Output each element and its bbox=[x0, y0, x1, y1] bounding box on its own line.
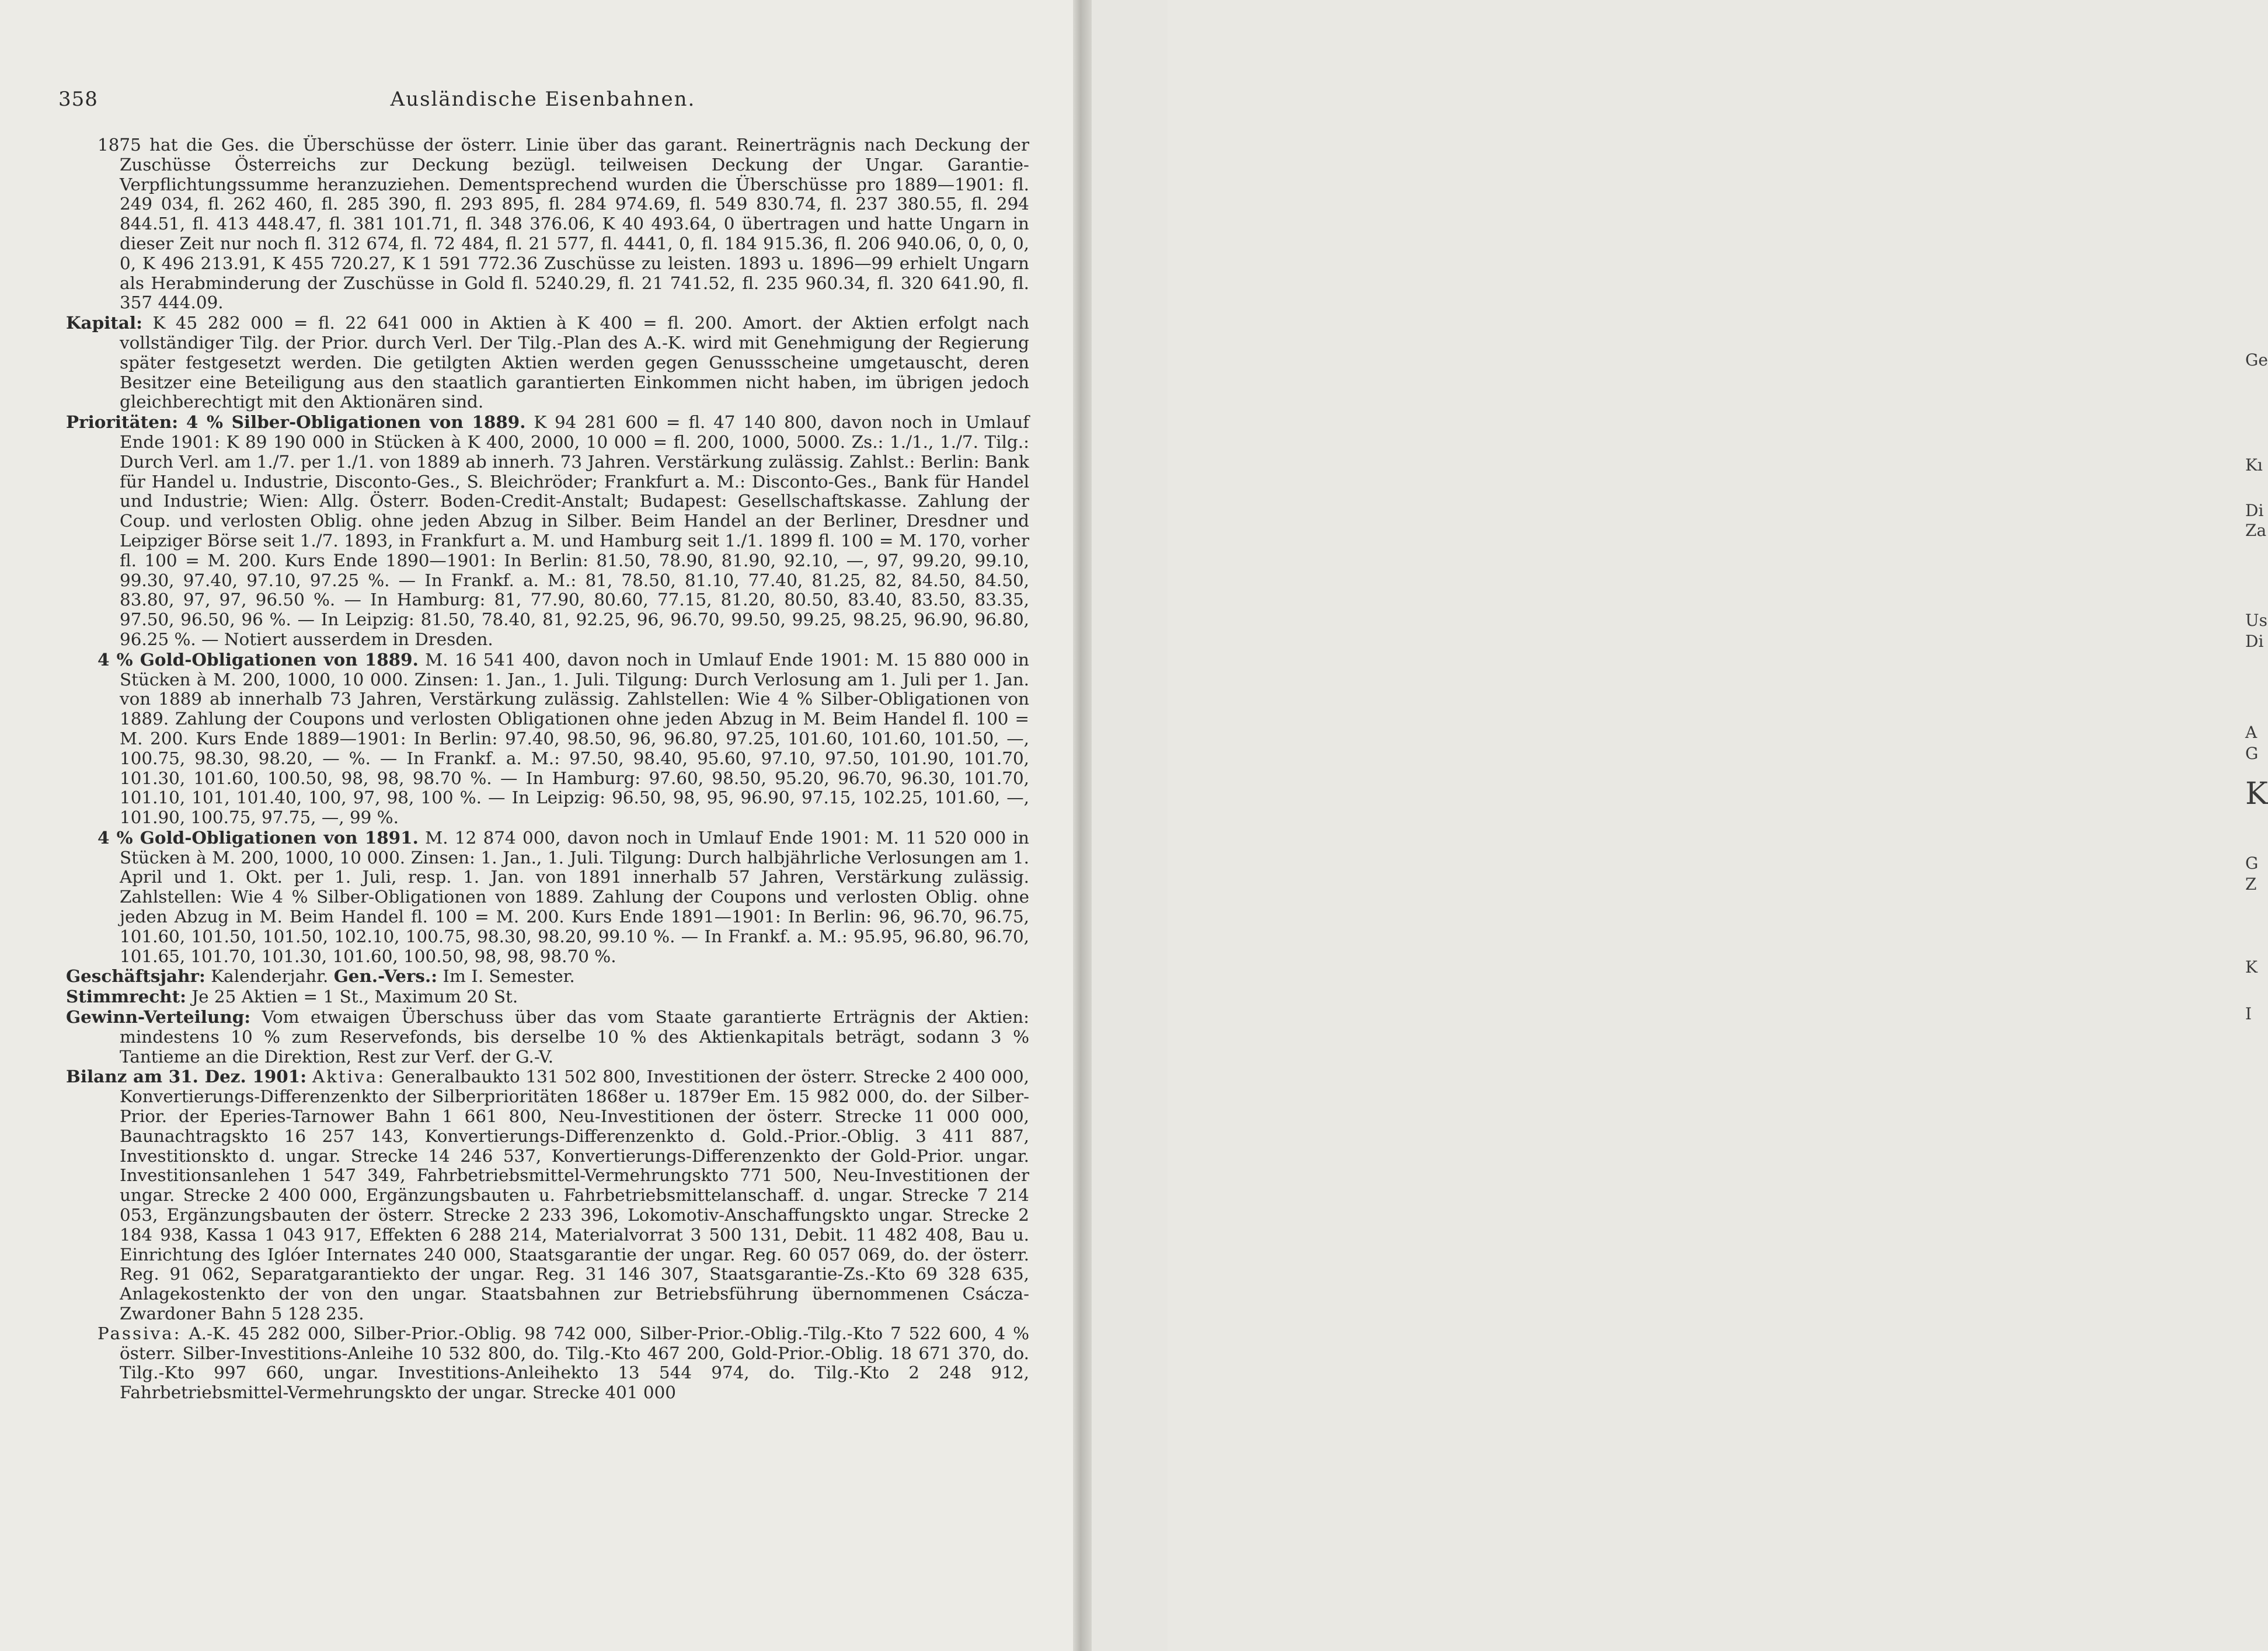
section-bilanz bbox=[66, 1067, 1029, 1323]
gold-1889-text: M. 16 541 400, davon noch in Umlauf Ende 1901: M. 15 880 000 in Stücken à M. 200, 1000, 10 000. Zinsen: 1. Jan., 1. Juli. Tilgung: Durch Verlosung am 1. Juli per 1. Jan. von 1889 ab innerhalb 73 Jahren, Verstärkung zulässig. Zahlstellen: Wie 4 % Silber-Obligationen von 1889. Zahlung der Coupons und verlosten Obligationen ohne jeden Abzug in M. Beim Handel fl. 100 = M. 200. Kurs Ende 1889—1901: In Berlin: 97.40, 98.50, 96, 96.80, 97.25, 101.60, 101.60, 101.50, —, 100.75, 98.30, 98.20, — %. — In Frankf. a. M.: 97.50, 98.40, 95.60, 97.10, 97.50, 101.90, 101.70, 101.30, 101.60, 100.50, 98, 98, 98.70 %. — In Hamburg: 97.60, 98.50, 95.20, 96.70, 96.30, 101.70, 101.10, 101, 101.40, 100, 97, 98, 100 %. — In Leipzig: 96.50, 98, 95, 96.90, 97.15, 102.25, 101.60, —, 101.90, 100.75, 97.75, —, 99 %. bbox=[120, 649, 1029, 828]
book-gutter bbox=[1073, 0, 1092, 1651]
page-number: 358 bbox=[58, 88, 98, 111]
edge-fragment: I bbox=[2245, 1004, 2252, 1023]
facing-page-edge bbox=[1092, 0, 2268, 1651]
paragraph-1875 bbox=[66, 135, 1029, 313]
kapital-text: K 45 282 000 = fl. 22 641 000 in Aktien à K 400 = fl. 200. Amort. der Aktien erfolgt nach vollständiger Tilg. der Prior. durch Verl. Der Tilg.-Plan des A.-K. wird mit Genehmigung der Regierung später festgesetzt werden. Die getilgten Aktien werden gegen Genussscheine umgetauscht, deren Besitzer eine Beteiligung aus den staatlich garantierten Einkommen nicht haben, im übrigen jedoch gleichberechtigt mit den Aktionären sind. bbox=[120, 313, 1030, 412]
geschaeftsjahr-label: Geschäftsjahr: bbox=[66, 966, 205, 987]
edge-fragment: Di bbox=[2245, 501, 2264, 520]
edge-fragment: Us bbox=[2245, 611, 2267, 630]
edge-fragment: G bbox=[2245, 744, 2259, 763]
edge-fragment: Kı bbox=[2245, 455, 2263, 475]
section-passiva bbox=[66, 1324, 1029, 1403]
edge-fragment: K bbox=[2245, 957, 2257, 977]
edge-fragment: K bbox=[2245, 776, 2268, 811]
edge-fragment: Di bbox=[2245, 632, 2264, 651]
bilanz-label: Bilanz am 31. Dez. 1901: bbox=[66, 1066, 307, 1087]
edge-fragment: Ge bbox=[2245, 350, 2268, 370]
section-gold-1891 bbox=[66, 828, 1029, 967]
gewinn-verteilung-label: Gewinn-Verteilung: bbox=[66, 1006, 251, 1027]
gen-vers-label: Gen.-Vers.: bbox=[333, 966, 438, 987]
passiva-text: A.-K. 45 282 000, Silber-Prior.-Oblig. 98 742 000, Silber-Prior.-Oblig.-Tilg.-Kto 7 522 600, 4 % österr. Silber-Investitions-Anleihe 10 532 800, do. Tilg.-Kto 467 200, Gold-Prior.-Oblig. 18 671 370, do. Tilg.-Kto 997 660, ungar. Investitions-Anleihekto 13 544 974, do. Tilg.-Kto 2 248 912, Fahrbetriebsmittel-Vermehrungskto der ungar. Strecke 401 000 bbox=[120, 1323, 1029, 1403]
edge-fragment: Z bbox=[2245, 875, 2257, 894]
edge-fragment: A bbox=[2245, 723, 2257, 742]
geschaeftsjahr-text: Kalenderjahr. bbox=[211, 966, 329, 987]
prioritaeten-label: Prioritäten: bbox=[66, 412, 179, 433]
section-geschaeftsjahr bbox=[66, 966, 1029, 987]
aktiva-label: Aktiva: bbox=[312, 1067, 386, 1087]
section-gewinn-verteilung bbox=[66, 1007, 1029, 1067]
gold-1891-heading: 4 % Gold-Obligationen von 1891. bbox=[97, 827, 419, 848]
section-stimmrecht bbox=[66, 987, 1029, 1007]
edge-fragment: G bbox=[2245, 854, 2259, 873]
section-prioritaeten bbox=[66, 412, 1029, 650]
section-kapital bbox=[66, 313, 1029, 412]
gen-vers-text: Im I. Semester. bbox=[443, 966, 575, 987]
passiva-label: Passiva: bbox=[97, 1323, 182, 1343]
page-header bbox=[58, 88, 1027, 117]
gold-1891-text: M. 12 874 000, davon noch in Umlauf Ende 1901: M. 11 520 000 in Stücken à M. 200, 1000, 10 000. Zinsen: 1. Jan., 1. Juli. Tilgung: Durch halbjährliche Verlosungen am 1. April und 1. Okt. per 1. Juli, resp. 1. Jan. von 1891 innerhalb 57 Jahren, Verstärkung zulässig. Zahlstellen: Wie 4 % Silber-Obligationen von 1889. Zahlung der Coupons und verlosten Oblig. ohne jeden Abzug in M. Beim Handel fl. 100 = M. 200. Kurs Ende 1891—1901: In Berlin: 96, 96.70, 96.75, 101.60, 101.50, 101.50, 102.10, 100.75, 98.30, 98.20, 99.10 %. — In Frankf. a. M.: 95.95, 96.80, 96.70, 101.65, 101.70, 101.30, 101.60, 100.50, 98, 98, 98.70 %. bbox=[120, 827, 1029, 966]
running-head: Ausländische Eisenbahnen. bbox=[390, 88, 696, 111]
page-body bbox=[66, 135, 1029, 1403]
section-gold-1889 bbox=[66, 650, 1029, 828]
document-page bbox=[0, 0, 1073, 1651]
stimmrecht-label: Stimmrecht: bbox=[66, 986, 187, 1007]
silber-obligationen-text: K 94 281 600 = fl. 47 140 800, davon noch in Umlauf Ende 1901: K 89 190 000 in Stücken à K 400, 2000, 10 000 = fl. 200, 1000, 5000. Zs.: 1./1., 1./7. Tilg.: Durch Verl. am 1./7. per 1./1. von 1889 ab innerh. 73 Jahren. Verstärkung zulässig. Zahlst.: Berlin: Bank für Handel u. Industrie, Disconto-Ges., S. Bleichröder; Frankfurt a. M.: Disconto-Ges., Bank für Handel und Industrie; Wien: Allg. Österr. Boden-Credit-Anstalt; Budapest: Gesellschaftskasse. Zahlung der Coup. und verlosten Oblig. ohne jeden Abzug in Silber. Beim Handel an der Berliner, Dresdner und Leipziger Börse seit 1./7. 1893, in Frankfurt a. M. und Hamburg seit 1./1. 1899 fl. 100 = M. 170, vorher fl. 100 = M. 200. Kurs Ende 1890—1901: In Berlin: 81.50, 78.90, 81.90, 92.10, —, 97, 99.20, 99.10, 99.30, 97.40, 97.10, 97.25 %. — In Frankf. a. M.: 81, 78.50, 81.10, 77.40, 81.25, 82, 84.50, 84.50, 83.80, 97, 97, 96.50 %. — In Hamburg: 81, 77.90, 80.60, 77.15, 81.20, 80.50, 83.40, 83.50, 83.35, 97.50, 96.50, 96 %. — In Leipzig: 81.50, 78.40, 81, 92.25, 96, 96.70, 99.50, 99.25, 98.25, 96.90, 96.80, 96.25 %. — Notiert ausserdem in Dresden. bbox=[120, 412, 1030, 649]
silber-obligationen-heading: 4 % Silber-Obligationen von 1889. bbox=[186, 412, 526, 433]
aktiva-text: Generalbaukto 131 502 800, Investitionen der österr. Strecke 2 400 000, Konvertierungs-Differenzenkto der Silberprioritäten 1868er u. 1879er Em. 15 982 000, do. der Silber-Prior. der Eperies-Tarnower Bahn 1 661 800, Neu-Investitionen der österr. Strecke 11 000 000, Baunachtragskto 16 257 143, Konvertierungs-Differenzenkto d. Gold.-Prior.-Oblig. 3 411 887, Investitionskto d. ungar. Strecke 14 246 537, Konvertierungs-Differenzenkto der Gold-Prior. ungar. Investitionsanlehen 1 547 349, Fahrbetriebsmittel-Vermehrungskto 771 500, Neu-Investitionen der ungar. Strecke 2 400 000, Ergänzungsbauten u. Fahrbetriebsmittelanschaff. d. ungar. Strecke 7 214 053, Ergänzungsbauten der österr. Strecke 2 233 396, Lokomotiv-Anschaffungskto ungar. Strecke 2 184 938, Kassa 1 043 917, Effekten 6 288 214, Materialvorrat 3 500 131, Debit. 11 482 408, Bau u. Einrichtung des Iglóer Internates 240 000, Staatsgarantie der ungar. Reg. 60 057 069, do. der österr. Reg. 91 062, Separatgarantiekto der ungar. Reg. 31 146 307, Staatsgarantie-Zs.-Kto 69 328 635, Anlagekostenkto der von den ungar. Staatsbahnen zur Betriebsführung übernommenen Csácza-Zwardoner Bahn 5 128 235. bbox=[120, 1067, 1029, 1324]
edge-fragment: Za bbox=[2245, 521, 2267, 540]
gold-1889-heading: 4 % Gold-Obligationen von 1889. bbox=[97, 649, 419, 670]
paragraph-1875-text: 1875 hat die Ges. die Überschüsse der österr. Linie über das garant. Reinerträgnis nach Deckung der Zuschüsse Österreichs zur Deckung bezügl. teilweisen Deckung der Ungar. Garantie-Verpflichtungssumme heranzuziehen. Dementsprechend wurden die Überschüsse pro 1889—1901: fl. 249 034, fl. 262 460, fl. 285 390, fl. 293 895, fl. 284 974.69, fl. 549 830.74, fl. 237 380.55, fl. 294 844.51, fl. 413 448.47, fl. 381 101.71, fl. 348 376.06, K 40 493.64, 0 übertragen und hatte Ungarn in dieser Zeit nur noch fl. 312 674, fl. 72 484, fl. 21 577, fl. 4441, 0, fl. 184 915.36, fl. 206 940.06, 0, 0, 0, 0, K 496 213.91, K 455 720.27, K 1 591 772.36 Zuschüsse zu leisten. 1893 u. 1896—99 erhielt Ungarn als Herabminderung der Zuschüsse in Gold fl. 5240.29, fl. 21 741.52, fl. 235 960.34, fl. 320 641.90, fl. 357 444.09. bbox=[97, 135, 1029, 313]
stimmrecht-text: Je 25 Aktien = 1 St., Maximum 20 St. bbox=[191, 987, 518, 1007]
gewinn-verteilung-text: Vom etwaigen Überschuss über das vom Staate garantierte Erträgnis der Aktien: mindestens 10 % zum Reservefonds, bis derselbe 10 % des Aktienkapitals beträgt, sodann 3 % Tantieme an die Direktion, Rest zur Verf. der G.-V. bbox=[120, 1007, 1030, 1067]
kapital-label: Kapital: bbox=[66, 312, 142, 333]
